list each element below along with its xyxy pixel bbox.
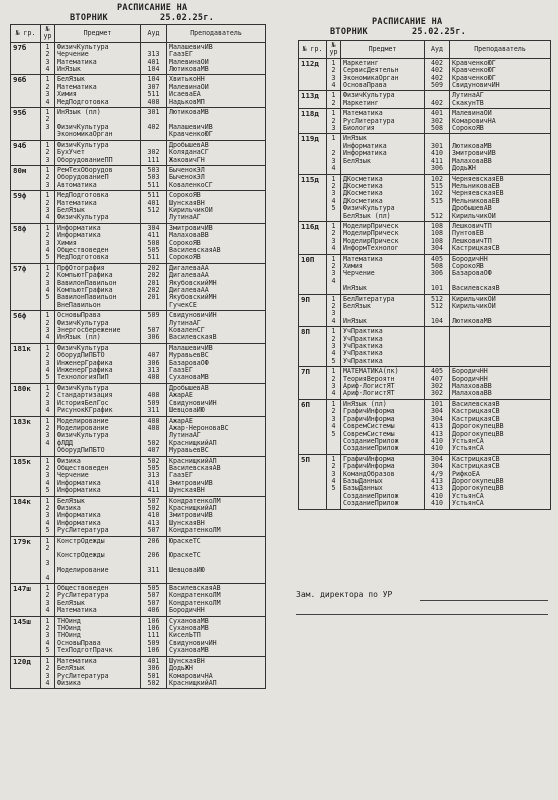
lesson-numbers: 1 2 3 4 5 (327, 327, 341, 367)
group-row (11, 263, 266, 310)
right-schedule-table (298, 40, 551, 510)
teachers: МалашевичИВ МуравьевВС БазароваОФ ГаазЕГ СухановаМВ (167, 343, 266, 383)
group-row (11, 42, 266, 75)
left-date: 25.02.25г. (160, 13, 215, 23)
lesson-numbers: 1 2 3 4 (41, 311, 55, 344)
subjects: ФизичКультура ОборудПиПБТО ИнженерГрафика ИнженерГрафика ТехнологияПиП (55, 343, 141, 383)
lesson-numbers: 1 2 3 4 5 (327, 174, 341, 221)
lesson-numbers: 1 2 3 4 5 (41, 456, 55, 496)
group-code: 112д (299, 58, 327, 91)
lesson-numbers: 1 2 3 4 (41, 584, 55, 617)
lesson-numbers: 1 2 3 (327, 109, 341, 134)
group-row (299, 454, 551, 509)
rooms: 408 509 311 (141, 383, 167, 416)
lesson-numbers: 1 2 3 (41, 165, 55, 190)
rooms: 104 307 511 408 (141, 75, 167, 108)
group-code: 97б (11, 42, 41, 75)
lesson-numbers: 1 2 3 4 (327, 294, 341, 327)
group-row (11, 616, 266, 656)
group-row (11, 416, 266, 456)
group-row (299, 327, 551, 367)
rooms: 304 304 4/9 413 413 410 410 (425, 454, 450, 509)
teachers: КастрицкаяСВ КастрицкаяСВ РифкоЕА ДорогокупецВВ ДорогокупецВВ УстьянСА УстьянСА (450, 454, 551, 509)
group-row (11, 140, 266, 165)
lesson-numbers: 1 2 3 4 (41, 536, 55, 583)
subjects: Обществоведен РусЛитература БелЯзык Математика (55, 584, 141, 617)
subjects: Математика РусЛитература Биология (341, 109, 425, 134)
lesson-numbers: 1 2 3 4 (327, 221, 341, 254)
header-subject: Предмет (55, 25, 141, 43)
subjects: РемТехОборудов ОборудованиеП Автоматика (55, 165, 141, 190)
teachers: ДробышевАВ АжарАЕ СвидуновичИН ШевцоваИЮ (167, 383, 266, 416)
subjects: ТНОинд ТНОинд ТНОинд ОсновыПрава ТехПодготПрачк (55, 616, 141, 656)
subjects: ОсновыПрава ФизичКультура Энергосбережение ИнЯзык (пл) (55, 311, 141, 344)
teachers: МалашевичИВ ГаазЕГ МалевинаОИ ЛютиковаМВ (167, 42, 266, 75)
group-code: 116д (299, 221, 327, 254)
group-code: 115д (299, 174, 327, 221)
rooms: 512 512 104 (425, 294, 450, 327)
rooms: 505 507 507 406 (141, 584, 167, 617)
teachers: СвидуновичИН ЛутинаАГ КоваленСГ ВасилевскаяВ (167, 311, 266, 344)
signature-line (420, 600, 548, 601)
subjects: Информатика Информатика Химия Обществоведен МедПодготовка (55, 223, 141, 263)
group-row (11, 383, 266, 416)
right-day: ВТОРНИК (330, 27, 368, 37)
subjects: МАТЕМАТИКА(пк) ТеорияВероятн Ариф-ЛогистЯТ Ариф-ЛогистЯТ (341, 367, 425, 400)
group-code: 145ш (11, 616, 41, 656)
group-row (299, 254, 551, 294)
subjects: Физика Обществоведен Черчение Информатика Информатика (55, 456, 141, 496)
group-code: 147ш (11, 584, 41, 617)
lesson-numbers: 1 2 3 4 (327, 367, 341, 400)
rooms: 408 408 502 407 (141, 416, 167, 456)
group-code: 80м (11, 165, 41, 190)
lesson-numbers: 1 2 3 4 (41, 42, 55, 75)
teachers: БородичНН СорокоЯВ БазароваОФ ВасилевскаяВ (450, 254, 551, 294)
group-row (11, 223, 266, 263)
subjects: ФизичКультура Маркетинг (341, 91, 425, 109)
rooms: 313 401 104 (141, 42, 167, 75)
left-day: ВТОРНИК (70, 13, 108, 23)
group-row (299, 91, 551, 109)
left-schedule-table (10, 24, 266, 689)
header-group: № гр. (299, 41, 327, 59)
group-row (11, 536, 266, 583)
group-code: 95б (11, 108, 41, 141)
lesson-numbers: 1 2 3 4 5 (41, 616, 55, 656)
rooms: 302 111 (141, 140, 167, 165)
group-row (299, 58, 551, 91)
subjects: Математика БелЯзык РусЛитература Физика (55, 656, 141, 689)
group-code: 179к (11, 536, 41, 583)
teachers: ХвитькоНН МалевинаОИ ИсаеваЕА НадьковМП (167, 75, 266, 108)
group-row (299, 367, 551, 400)
group-code: 57ф (11, 263, 41, 310)
subjects: ИнЯзык (пл) ГрафичИнформа ГрафичИнформа СовремСистемы СовремСистемы СозданиеПрилож СозданиеПрилож (341, 399, 425, 454)
lesson-numbers: 1 2 3 4 5 (41, 496, 55, 536)
group-row (299, 221, 551, 254)
rooms: 509 507 306 (141, 311, 167, 344)
group-code: 6П (299, 399, 327, 454)
lesson-numbers: 1 2 3 4 (41, 383, 55, 416)
teachers: АжарАЕ Ажар-НероноваВС ЛутинаАГ КраснищкийАП МуравьевВС (167, 416, 266, 456)
header-room: Ауд (425, 41, 450, 59)
group-row (299, 109, 551, 134)
group-code: 113д (299, 91, 327, 109)
group-code: 183к (11, 416, 41, 456)
subjects: УчПрактика УчПрактика УчПрактика УчПрактика УчПрактика (341, 327, 425, 367)
header-teacher: Преподаватель (167, 25, 266, 43)
teachers: ЛютиковаМВ МалашевичИВ КравченкоЮГ (167, 108, 266, 141)
teachers: СухановаМВ СухановаМВ КиселЬТП СвидуновичИН СухановаМВ (167, 616, 266, 656)
group-code: 119д (299, 134, 327, 174)
group-row (299, 174, 551, 221)
lesson-numbers: 1 2 3 4 5 (327, 454, 341, 509)
rooms: 407 306 313 408 (141, 343, 167, 383)
subjects: ФизичКультура Черчение Математика ИнЯзык (55, 42, 141, 75)
rooms: 102 515 102 515 512 (425, 174, 450, 221)
lesson-numbers: 1 2 3 4 (41, 191, 55, 224)
group-row (11, 165, 266, 190)
lesson-numbers: 1 2 3 4 5 (41, 223, 55, 263)
teachers: КраснищкийАП ВасилевскаяАВ ГаазЕГ ЗмитровичИВ ШунскаяВН (167, 456, 266, 496)
lesson-numbers: 1 2 3 4 (327, 134, 341, 174)
rooms: 402 402 402 509 (425, 58, 450, 91)
teachers: БородичНН БородичНН МалаховаВВ МалаховаВВ (450, 367, 551, 400)
lesson-numbers: 1 2 (327, 91, 341, 109)
lesson-numbers: 1 2 3 (41, 140, 55, 165)
lesson-numbers: 1 2 3 4 5 (41, 263, 55, 310)
header-lesson: № ур (327, 41, 341, 59)
subjects: МоделирПрическ МоделирПрическ МоделирПрическ ИнформТехнолог (341, 221, 425, 254)
rooms (425, 327, 450, 367)
teachers: ЮраскеТС ЮраскеТС ШевцоваИЮ (167, 536, 266, 583)
teachers: МалевинаОИ КомаровичНА СорокоЯВ (450, 109, 551, 134)
rooms: 401 302 508 (425, 109, 450, 134)
group-row (299, 399, 551, 454)
header-teacher: Преподаватель (450, 41, 551, 59)
teachers: ЛутинаАГ СкакунТВ (450, 91, 551, 109)
group-row (11, 311, 266, 344)
teachers: СорокоЯВ ШунскаяВН КирильчикОИ ЛутинаАГ (167, 191, 266, 224)
group-row (11, 456, 266, 496)
subjects: МедПодготовка Математика БелЯзык ФизичКультура (55, 191, 141, 224)
rooms: 402 (425, 91, 450, 109)
group-row (11, 496, 266, 536)
lesson-numbers: 1 2 3 (41, 108, 55, 141)
subjects: ПрфОтография КомпьютГрафика ВавилонПавильон КомпьютГрафика ВавилонПавильон ВнеПавильон (55, 263, 141, 310)
teachers: ЛешковичТП ПунтовЕВ ЛешковичТП КастрицкаяСВ (450, 221, 551, 254)
group-code: 180к (11, 383, 41, 416)
signature-label: Зам. директора по УР (296, 590, 393, 599)
rooms: 108 108 108 304 (425, 221, 450, 254)
teachers: КондратенкоЛМ КраснищкийАП ЗмитровичИВ ШунскаяВН КондратенкоЛМ (167, 496, 266, 536)
group-row (299, 294, 551, 327)
left-header-row (11, 25, 266, 43)
subjects: БелЯзык Физика Информатика Информатика РусЛитература (55, 496, 141, 536)
lesson-numbers: 1 2 3 4 5 (327, 399, 341, 454)
group-code: 181к (11, 343, 41, 383)
subjects: ФизичКультура Стандартизация ИсторияБелГос РисунокКГрафик (55, 383, 141, 416)
subjects: ФизичКультура БухУчет ОборудованиеПП (55, 140, 141, 165)
header-group: № гр. (11, 25, 41, 43)
teachers: ДробышевАВ КоляданаСГ ЖаковичГН (167, 140, 266, 165)
group-row (11, 584, 266, 617)
teachers: КирильчикОИ КирильчикОИ ЛютиковаМВ (450, 294, 551, 327)
right-title: РАСПИСАНИЕ НА (372, 17, 443, 27)
right-date: 25.02.25г. (412, 27, 467, 37)
header-room: Ауд (141, 25, 167, 43)
rooms: 507 502 410 413 507 (141, 496, 167, 536)
group-row (11, 656, 266, 689)
teachers: ДигалеваАА ДигалеваАА ЯкубовскийМН ДигалеваАА ЯкубовскийМН ГучекСЕ (167, 263, 266, 310)
group-row (299, 134, 551, 174)
group-code: 56ф (11, 311, 41, 344)
subjects: БелЛитература БелЯзык ИнЯзык (341, 294, 425, 327)
rooms: 503 503 511 (141, 165, 167, 190)
teachers: КравченкоЮГ КравченкоЮГ КравченкоЮГ СвидуновичИН (450, 58, 551, 91)
teachers: ЗмитровичИВ МалаховаВВ СорокоЯВ ВасилевскаяАВ СорокоЯВ (167, 223, 266, 263)
rooms: 301 402 (141, 108, 167, 141)
divider-line (296, 614, 548, 615)
teachers: БыченокЭЛ БыченокЭЛ КоваленкоСГ (167, 165, 266, 190)
group-code: 59ф (11, 191, 41, 224)
group-code: 185к (11, 456, 41, 496)
group-code: 8П (299, 327, 327, 367)
lesson-numbers: 1 2 3 4 5 (41, 343, 55, 383)
lesson-numbers: 1 2 3 4 (327, 58, 341, 91)
group-code: 120д (11, 656, 41, 689)
rooms: 304 411 508 505 511 (141, 223, 167, 263)
group-row (11, 343, 266, 383)
rooms: 405 508 306 101 (425, 254, 450, 294)
group-code: 118д (299, 109, 327, 134)
subjects: ГрафичИнформа ГрафичИнформа КомандОбразов БазыДанных БазыДанных СозданиеПрилож СозданиеПрилож (341, 454, 425, 509)
group-code: 9П (299, 294, 327, 327)
group-code: 5П (299, 454, 327, 509)
teachers: ЛютиковаМВ ЗмитровичИВ МалаховаВВ ДодьЖН (450, 134, 551, 174)
lesson-numbers: 1 2 3 4 (41, 75, 55, 108)
group-code: 94б (11, 140, 41, 165)
group-code: 10П (299, 254, 327, 294)
subjects: ИнЯзык (пл) ФизичКультура ЭкономикаОрган (55, 108, 141, 141)
group-code: 96б (11, 75, 41, 108)
rooms: 405 407 302 302 (425, 367, 450, 400)
right-header-row (299, 41, 551, 59)
group-code: 184к (11, 496, 41, 536)
group-row (11, 191, 266, 224)
rooms: 502 505 313 410 411 (141, 456, 167, 496)
left-title: РАСПИСАНИЕ НА (117, 3, 188, 13)
teachers: ШунскаяВН ДодьЖН КомаровичНА КраснищкийАП (167, 656, 266, 689)
rooms: 101 304 304 413 413 410 410 (425, 399, 450, 454)
lesson-numbers: 1 2 3 4 (41, 416, 55, 456)
rooms: 106 106 111 509 106 (141, 616, 167, 656)
subjects: БелЯзык Математика Химия МедПодготовка (55, 75, 141, 108)
rooms: 206 206 311 (141, 536, 167, 583)
subjects: Математика Химия Черчение ИнЯзык (341, 254, 425, 294)
subjects: Моделирование Моделирование ФизичКультура фЛДД ОборудПиПБТО (55, 416, 141, 456)
subjects: ИнЯзык Информатика Информатика БелЯзык (341, 134, 425, 174)
teachers: ВасилевскаяАВ КондратенкоЛМ КондратенкоЛМ БородичНН (167, 584, 266, 617)
group-row (11, 75, 266, 108)
group-code: 7П (299, 367, 327, 400)
rooms: 202 202 201 202 201 (141, 263, 167, 310)
rooms: 511 401 512 (141, 191, 167, 224)
teachers: ВасилевскаяВ КастрицкаяСВ КастрицкаяСВ ДорогокупецВВ ДорогокупецВВ УстьянСА УстьянСА (450, 399, 551, 454)
rooms: 401 306 501 502 (141, 656, 167, 689)
teachers (450, 327, 551, 367)
subjects: Маркетинг СервисДеятельн ЭкономикаОрган ОсноваПрава (341, 58, 425, 91)
header-subject: Предмет (341, 41, 425, 59)
subjects: КонстрОдежды КонстрОдежды Моделирование (55, 536, 141, 583)
rooms: 301 410 411 306 (425, 134, 450, 174)
group-row (11, 108, 266, 141)
teachers: ЧерняевскаяЕВ МельниковаЕВ ЧерняевскаяЕВ МельниковаЕВ ДробышевАВ КирильчикОИ (450, 174, 551, 221)
header-lesson: № ур (41, 25, 55, 43)
lesson-numbers: 1 2 3 4 (41, 656, 55, 689)
group-code: 58ф (11, 223, 41, 263)
lesson-numbers: 1 2 3 4 (327, 254, 341, 294)
subjects: ДКосметика ДКосметика ДКосметика ДКосметика ФизичКультура БелЯзык (пл) (341, 174, 425, 221)
